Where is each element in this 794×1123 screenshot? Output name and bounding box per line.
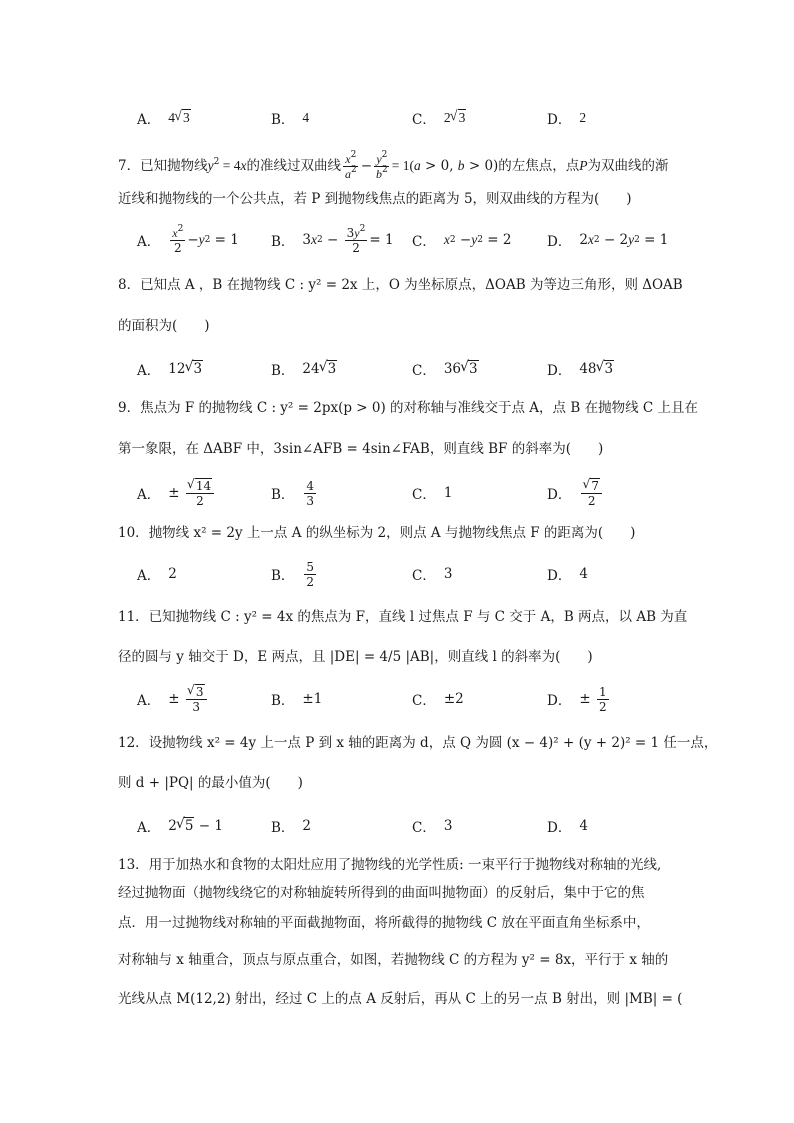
q10-option-c[interactable]: C． 3 <box>412 566 453 584</box>
question-8-line2: 的面积为( ) <box>118 318 210 334</box>
question-8-line1: 8．已知点 A ，B 在抛物线 C : y² = 2x 上，O 为坐标原点，ΔOAB 为等边三角形，则 ΔOAB <box>118 277 683 293</box>
q11-option-c[interactable]: C． ±2 <box>412 691 464 709</box>
q9-option-d[interactable]: D． √ $\frac{7}{2}$ <box>547 473 604 513</box>
q12-option-b[interactable]: B． 2 <box>271 818 312 836</box>
q11-option-a[interactable]: A． ± √ $\frac{3}{3}$ <box>137 679 209 719</box>
question-13-line4: 对称轴与 x 轴重合，顶点与原点重合，如图，若抛物线 C 的方程为 y² = 8x，平行于 x 轴的 <box>118 952 669 968</box>
q12-options <box>137 806 677 846</box>
q9-option-b[interactable]: B． $\frac{4}{3}$ <box>271 478 315 508</box>
q11-options <box>137 679 677 719</box>
q8-option-d[interactable]: D． 48 √ 3 <box>547 349 614 389</box>
q8-option-c[interactable]: C． 36 √ 3 <box>412 349 479 389</box>
q7-option-a[interactable]: A． $\frac{x^2}{2}$ − y 2 = 1 <box>137 223 239 255</box>
q10-options <box>137 554 677 594</box>
q6-option-d[interactable]: D． 2 <box>547 110 587 128</box>
q7-option-c[interactable]: C． x 2 − y 2 = 2 <box>412 232 512 250</box>
question-9-line2: 第一象限，在 ΔABF 中，3sin∠AFB = 4sin∠FAB，则直线 BF 的斜率为( ) <box>118 441 604 457</box>
question-10-line1: 10．抛物线 x² = 2y 上一点 A 的纵坐标为 2，则点 A 与抛物线焦点 F 的距离为( ) <box>118 525 636 541</box>
q11-option-d[interactable]: D． ± $\frac{1}{2}$ <box>547 684 607 714</box>
question-11-line1: 11．已知抛物线 C : y² = 4x 的焦点为 F，直线 l 过焦点 F 与 C 交于 A，B 两点，以 AB 为直 <box>118 609 688 625</box>
q6-option-c[interactable]: C． 2√ 3 <box>412 98 466 138</box>
q9-options <box>137 473 677 513</box>
q8-option-b[interactable]: B． 24 √ 3 <box>271 349 337 389</box>
q9-option-a[interactable]: A． ± √ $\frac{14}{2}$ <box>137 473 216 513</box>
q6-options <box>137 98 677 138</box>
q7-options <box>137 220 677 260</box>
q6-option-b[interactable]: B． 4 <box>271 110 310 128</box>
question-12-line1: 12．设抛物线 x² = 4y 上一点 P 到 x 轴的距离为 d，点 Q 为圆 (x − 4)² + (y + 2)² = 1 任一点， <box>118 735 718 751</box>
question-13-line1: 13．用于加热水和食物的太阳灶应用了抛物线的光学性质: 一束平行于抛物线对称轴的光线, <box>118 857 662 873</box>
q8-options <box>137 349 677 389</box>
question-9-line1: 9．焦点为 F 的抛物线 C : y² = 2px(p > 0) 的对称轴与准线交于点 A，点 B 在抛物线 C 上且在 <box>118 400 698 416</box>
question-13-line2: 经过抛物面（抛物线绕它的对称轴旋转所得到的曲面叫抛物面）的反射后，集中于它的焦 <box>118 885 645 901</box>
q11-option-b[interactable]: B． ±1 <box>271 691 323 709</box>
q10-option-d[interactable]: D． 4 <box>547 566 588 584</box>
q10-option-a[interactable]: A． 2 <box>137 566 177 584</box>
question-7-line1: 7．已知抛物线$y^2 = 4x$的准线过双曲线 $\frac{x^2}{a^2}$ − $\frac{y^2}{b^2}$ = 1(a > 0, b > 0)的左焦点，点P为双曲线的渐 <box>118 150 669 181</box>
question-12-line2: 则 d + |PQ| 的最小值为( ) <box>118 775 303 791</box>
q10-option-b[interactable]: B． $\frac{5}{2}$ <box>271 559 315 589</box>
q7-option-b[interactable]: B． 3 x 2 − $\frac{3y^2}{2}$ = 1 <box>271 223 394 255</box>
q12-option-d[interactable]: D． 4 <box>547 818 588 836</box>
question-13-line5: 光线从点 M(12,2) 射出，经过 C 上的点 A 反射后，再从 C 上的另一点 B 射出，则 |MB| = ( <box>118 991 683 1007</box>
q6-option-a[interactable]: A． 4√ 3 <box>137 98 191 138</box>
q12-option-a[interactable]: A． 2 √ 5 − 1 <box>137 806 223 846</box>
q7-option-d[interactable]: D． 2 x 2 − 2 y 2 = 1 <box>547 232 669 250</box>
question-7-line2: 近线和抛物线的一个公共点，若 P 到抛物线焦点的距离为 5，则双曲线的方程为( ) <box>118 191 632 207</box>
q12-option-c[interactable]: C． 3 <box>412 818 453 836</box>
question-11-line2: 径的圆与 y 轴交于 D，E 两点，且 |DE| = 4/5 |AB|，则直线 l 的斜率为( ) <box>118 649 593 665</box>
q9-option-c[interactable]: C． 1 <box>412 485 453 503</box>
question-13-line3: 点．用一过抛物线对称轴的平面截抛物面，将所截得的抛物线 C 放在平面直角坐标系中， <box>118 915 650 931</box>
q8-option-a[interactable]: A． 12 √ 3 <box>137 349 203 389</box>
